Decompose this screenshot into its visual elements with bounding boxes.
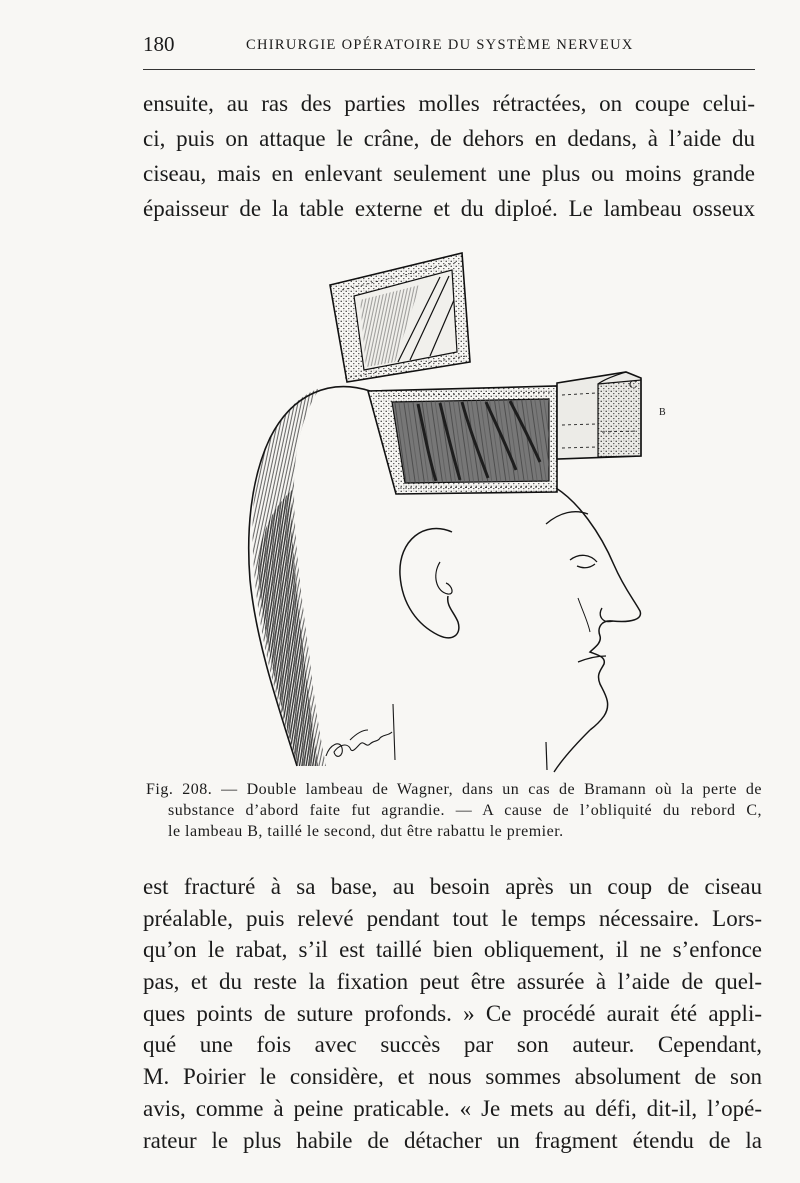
running-title: CHIRURGIE OPÉRATOIRE DU SYSTÈME NERVEUX bbox=[246, 37, 634, 53]
text-line: ensuite, au ras des parties molles rétractées, on coupe celui- bbox=[143, 91, 755, 116]
text-line: ques points de suture profonds. » Ce procédé aurait été appli- bbox=[143, 1000, 762, 1026]
text-line: qu’on le rabat, s’il est taillé bien obliquement, il ne s’enfonce bbox=[143, 937, 762, 963]
eye bbox=[570, 555, 597, 567]
text-line: épaisseur de la table externe et du diploé. Le lambeau osseux bbox=[143, 196, 755, 221]
eyebrow bbox=[546, 512, 588, 524]
text-line: ci, puis on attaque le crâne, de dehors en dedans, à l’aide du bbox=[143, 126, 755, 151]
text-line: préalable, puis relevé pendant tout le temps nécessaire. Lors- bbox=[143, 905, 762, 931]
ear bbox=[400, 529, 459, 638]
neck-shading bbox=[258, 490, 318, 766]
caption-line: Fig. 208. — Double lambeau de Wagner, dans un cas de Bramann où la perte de bbox=[146, 781, 762, 798]
caption-line: substance d’abord faite fut agrandie. — A cause de l’obliquité du rebord C, bbox=[168, 802, 762, 819]
neck-front bbox=[554, 730, 590, 772]
ear-inner bbox=[436, 562, 452, 594]
figure-illustration bbox=[230, 240, 690, 778]
figure-caption bbox=[146, 779, 762, 842]
dura-texture bbox=[392, 399, 549, 483]
face-profile bbox=[556, 488, 640, 730]
flap-b-bone-section bbox=[598, 380, 641, 457]
cheek-line bbox=[578, 598, 590, 632]
text-line: rateur le plus habile de détacher un fragment étendu de la bbox=[143, 1127, 762, 1153]
artist-signature bbox=[326, 704, 395, 760]
caption-line: le lambeau B, taillé le second, dut être rabattu le premier. bbox=[168, 823, 564, 840]
page-number: 180 bbox=[143, 32, 175, 56]
label-c: C bbox=[629, 379, 637, 391]
text-line: M. Poirier le considère, et nous sommes absolument de son bbox=[143, 1064, 762, 1090]
paragraph-1 bbox=[143, 86, 755, 226]
paragraph-2 bbox=[143, 871, 762, 1156]
label-b: B bbox=[659, 407, 666, 418]
nostril bbox=[600, 608, 613, 622]
text-line: ciseau, mais en enlevant seulement une plus ou moins grande bbox=[143, 161, 755, 186]
text-line: avis, comme à peine praticable. « Je mets au défi, dit-il, l’opé- bbox=[143, 1095, 762, 1121]
text-line: qué une fois avec succès par son auteur. Cependant, bbox=[143, 1032, 762, 1058]
header-rule bbox=[143, 69, 755, 70]
text-line: est fracturé à sa base, au besoin après un coup de ciseau bbox=[143, 874, 762, 899]
text-line: pas, et du reste la fixation peut être assurée à l’aide de quel- bbox=[143, 969, 762, 995]
neck-mark bbox=[546, 742, 547, 770]
